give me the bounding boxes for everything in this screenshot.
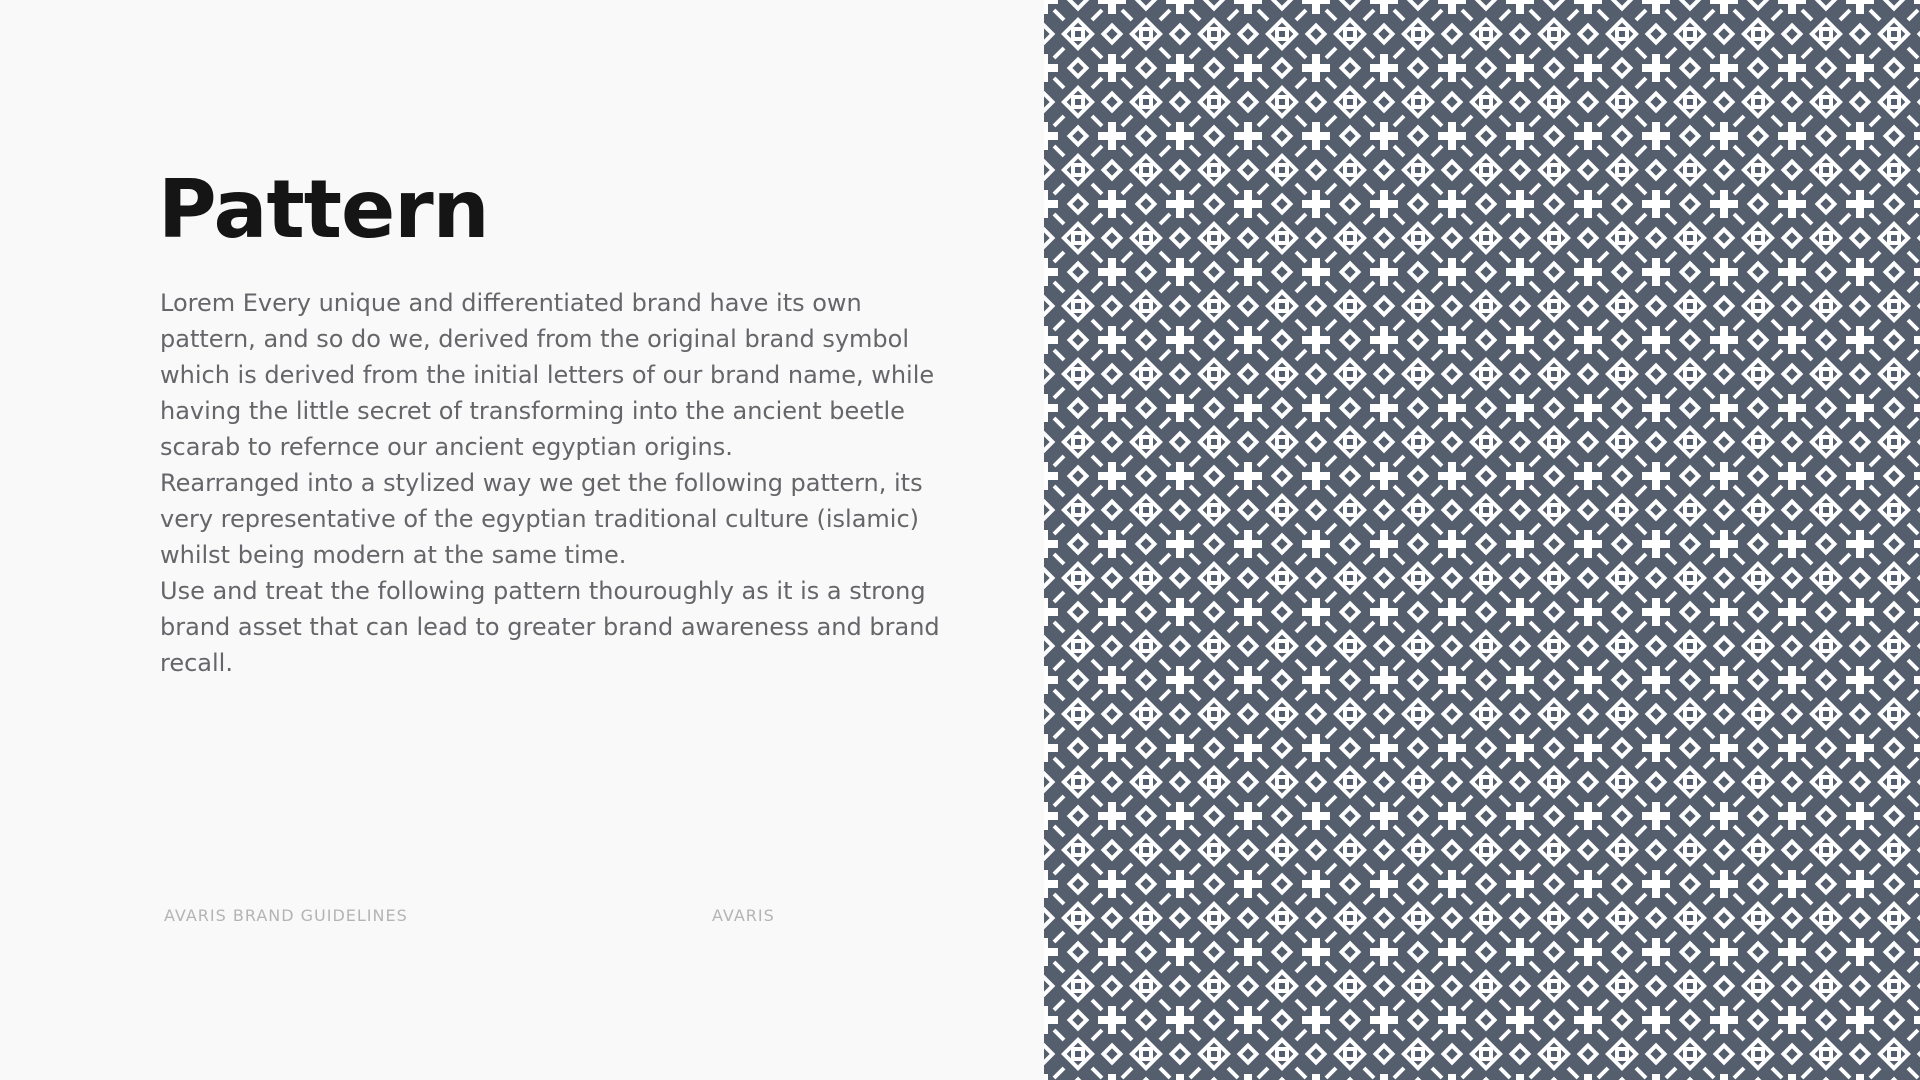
pattern-fill (1044, 0, 1920, 1080)
body-paragraph-1: Lorem Every unique and differentiated brand have its own pattern, and so do we, derived from the original brand symbol which is derived from the initial letters of our brand name, while having the little secret of transforming into the ancient beetle scarab to refernce our ancient egyptian origins. (160, 289, 935, 461)
body-paragraph-2: Rearranged into a stylized way we get the following pattern, its very representative of the egyptian traditional culture (islamic) whilst being modern at the same time. (160, 469, 923, 569)
body-text (160, 285, 950, 681)
body-paragraph-3: Use and treat the following pattern thouroughly as it is a strong brand asset that can lead to greater brand awareness and brand recall. (160, 577, 940, 677)
brand-pattern-graphic (1044, 0, 1920, 1080)
footer-brand-logo: AVARIS (712, 906, 775, 925)
footer-guidelines-label: AVARIS BRAND GUIDELINES (164, 906, 408, 925)
page-title: Pattern (158, 163, 489, 256)
brand-pattern-panel (1044, 0, 1920, 1080)
